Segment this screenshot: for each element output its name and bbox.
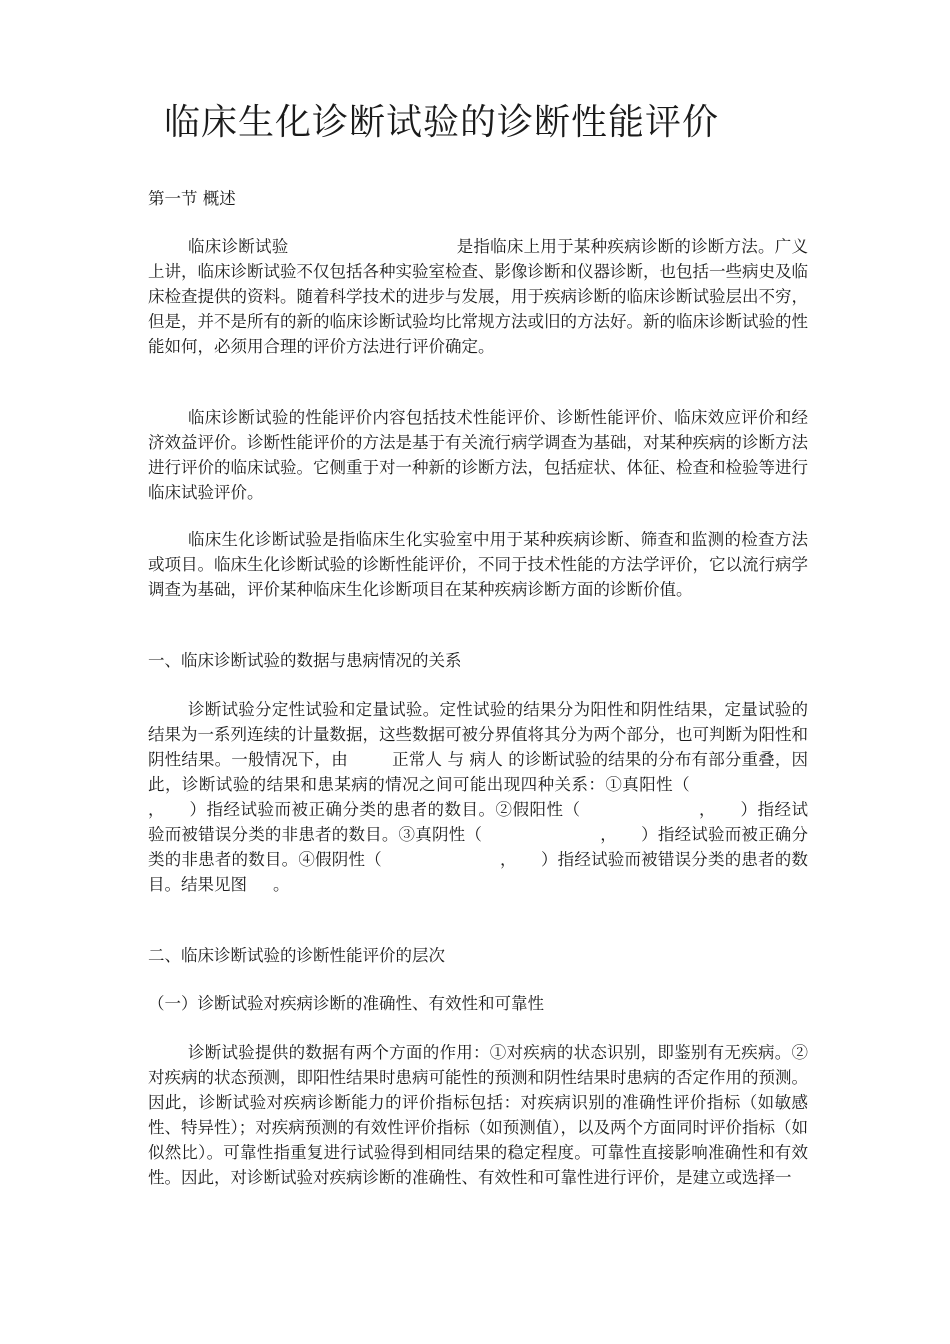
document-title: 临床生化诊断试验的诊断性能评价	[164, 102, 720, 143]
relationship-text-1: 诊断试验分定性试验和定量试验。定性试验的结果分为阳性和阴性结果，定量试验的结果为一系列连续的计量数据，这些数据可被分界值将其分为两个部分，也可判断为阳性和阴性结果。一般情况下，由	[148, 700, 808, 769]
heading-evaluation-levels: 二、临床诊断试验的诊断性能评价的层次	[148, 946, 445, 965]
paragraph-data-functions: 诊断试验提供的数据有两个方面的作用：①对疾病的状态识别，即鉴别有无疾病。②对疾病的状态预测，即阳性结果时患病可能性的预测和阴性结果时患病的否定作用的预测。因此，诊断试验对疾病诊断能力的评价指标包括：对疾病识别的准确性评价指标（如敏感性、特异性）；对疾病预测的有效性评价指标（如预测值），以及两个方面同时评价指标（如似然比）。可靠性指重复进行试验得到相同结果的稳定程度。可靠性直接影响准确性和有效性。因此，对诊断试验对疾病诊断的准确性、有效性和可靠性进行评价，是建立或选择一	[148, 1043, 808, 1187]
blank-separator: ，	[148, 800, 165, 819]
paragraph-biochem-definition: 临床生化诊断试验是指临床生化实验室中用于某种疾病诊断、筛查和监测的检查方法或项目。临床生化诊断试验的诊断性能评价，不同于技术性能的方法学评价，它以流行病学调查为基础，评价某种临床生化诊断项目在某种疾病诊断方面的诊断价值。	[148, 530, 808, 599]
blank-separator: ，	[698, 800, 716, 819]
blank-separator: ，	[499, 850, 517, 869]
heading-data-relationship: 一、临床诊断试验的数据与患病情况的关系	[148, 651, 462, 670]
relationship-text-2: 正常人 与 病人 的诊断试验的结果的分布有部分重叠，因此，诊断试验的结果和患某病的情况之间可能出现四种关系：①真阳性（	[148, 750, 808, 794]
blank-separator: ，	[600, 825, 617, 844]
paragraph-intro-lead: 临床诊断试验	[188, 237, 289, 256]
section-heading: 第一节 概述	[148, 189, 236, 208]
paragraph-evaluation-content: 临床诊断试验的性能评价内容包括技术性能评价、诊断性能评价、临床效应评价和经济效益评价。诊断性能评价的方法是基于有关流行病学调查为基础，对某种疾病的诊断方法进行评价的临床试验。它侧重于对一种新的诊断方法，包括症状、体征、检查和检验等进行临床试验评价。	[148, 408, 808, 502]
paragraph-intro	[148, 234, 808, 359]
relationship-text-end: 。	[273, 875, 290, 894]
subheading-accuracy-validity: （一）诊断试验对疾病诊断的准确性、有效性和可靠性	[148, 994, 544, 1013]
paragraph-four-relationships	[148, 697, 808, 897]
paragraph-intro-text: 是指临床上用于某种疾病诊断的诊断方法。广义上讲，临床诊断试验不仅包括各种实验室检查、影像诊断和仪器诊断，也包括一些病史及临床检查提供的资料。随着科学技术的进步与发展，用于疾病诊断的临床诊断试验层出不穷，但是，并不是所有的新的临床诊断试验均比常规方法或旧的方法好。新的临床诊断试验的性能如何，必须用合理的评价方法进行评价确定。	[148, 237, 809, 356]
relationship-text-6: ）指经试验而被错误分类的患者的数目。结果见图	[148, 850, 808, 894]
relationship-text-3: ）指经试验而被正确分类的患者的数目。②假阳性（	[189, 800, 581, 819]
relationship-text-5: ）指经试验而被正确分类的非患者的数目。④假阴性（	[148, 825, 808, 869]
relationship-text-4: ）指经试验而被错误分类的非患者的数目。③真阴性（	[148, 800, 808, 844]
